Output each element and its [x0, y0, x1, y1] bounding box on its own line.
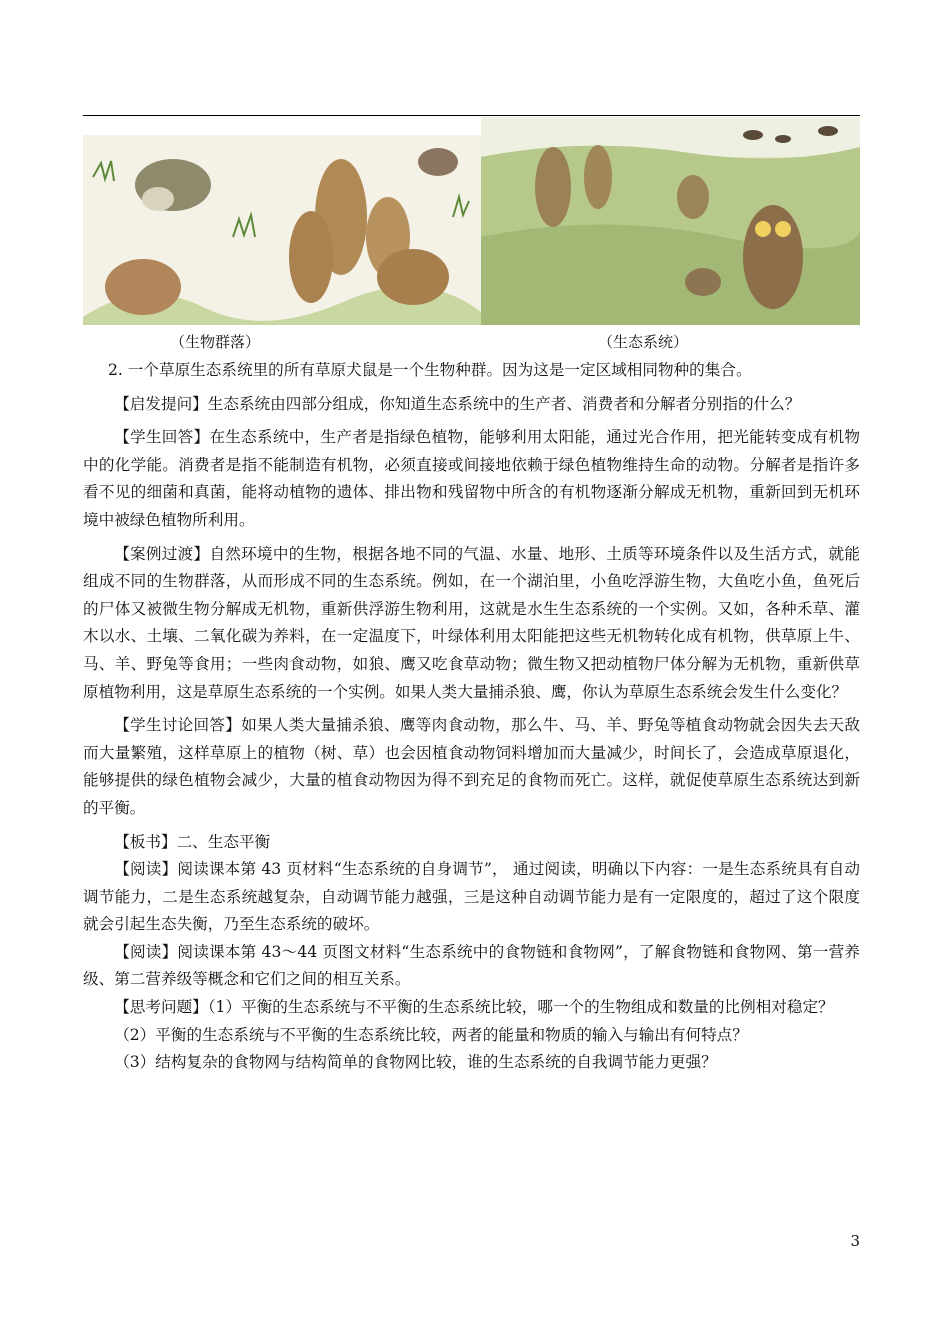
page-number: 3 [850, 1232, 860, 1250]
community-panel [83, 135, 481, 325]
paragraph-text: 二、生态平衡 [176, 832, 271, 851]
paragraph [83, 1022, 860, 1050]
paragraph-text: 2. 一个草原生态系统里的所有草原犬鼠是一个生物种群。因为这是一定区域相同物种的集合。 [107, 361, 752, 379]
paragraph-label: 【学生回答】 [114, 428, 210, 447]
header-rule [83, 115, 860, 116]
paragraph-text: 自然环境中的生物，根据各地不同的气温、水量、地形、土质等环境条件以及生活方式，就能组成不同的生物群落，从而形成不同的生态系统。例如，在一个湖泊里，小鱼吃浮游生物，大鱼吃小鱼，鱼死后的尸体又被微生物分解成无机物，重新供浮游生物利用，这就是水生生态系统的一个实例。又如，各种禾草、灌木以水、土壤、二氧化碳为养料，在一定温度下，叶绿体利用太阳能把这些无机物转化成有机物，供草原上牛、马、羊、野兔等食用；一些肉食动物，如狼、鹰又吃食草动物；微生物又把动植物尸体分解为无机物，重新供草原植物利用，这是草原生态系统的一个实例。如果人类大量捕杀狼、鹰，你认为草原生态系统会发生什么变化？ [83, 544, 860, 701]
paragraph [83, 541, 860, 707]
paragraph-label: 【学生讨论回答】 [114, 716, 242, 735]
paragraph-label: 【阅读】 [114, 860, 178, 879]
paragraph [83, 994, 860, 1022]
paragraph-text: 如果人类大量捕杀狼、鹰等肉食动物，那么牛、马、羊、野兔等植食动物就会因失去天敌而大量繁殖，这样草原上的植物（树、草）也会因植食动物饲料增加而大量减少，时间长了，会造成草原退化，能够提供的绿色植物会减少，大量的植食动物因为得不到充足的食物而死亡。这样，就促使草原生态系统达到新的平衡。 [83, 716, 860, 817]
paragraph-text: （1）平衡的生态系统与不平衡的生态系统比较，哪一个的生物组成和数量的比例相对稳定？ [207, 998, 834, 1017]
paragraph [83, 357, 860, 385]
paragraph-text: 生态系统由四部分组成，你知道生态系统中的生产者、消费者和分解者分别指的什么？ [207, 394, 801, 413]
paragraph-label: 【阅读】 [114, 942, 178, 961]
paragraph [83, 424, 860, 534]
lesson-body [83, 357, 860, 1077]
paragraph [83, 391, 860, 419]
paragraph [83, 829, 860, 857]
paragraph-text: 阅读课本第 43 页材料“生态系统的自身调节”， 通过阅读，明确以下内容：一是生态系统具有自动调节能力，二是生态系统越复杂，自动调节能力越强，三是这种自动调节能力是有一定限度的，超过了这个限度就会引起生态失衡，乃至生态系统的破坏。 [83, 860, 860, 934]
paragraph [83, 712, 860, 822]
paragraph-label: 【案例过渡】 [114, 544, 210, 563]
paragraph-text: （2）平衡的生态系统与不平衡的生态系统比较，两者的能量和物质的输入与输出有何特点？ [114, 1025, 748, 1044]
caption-ecosystem: （生态系统） [598, 333, 689, 351]
paragraph-label: 【思考问题】 [114, 998, 208, 1017]
ecosystem-illustration [83, 117, 860, 325]
paragraph-text: 阅读课本第 43～44 页图文材料“生态系统中的食物链和食物网”，了解食物链和食物网、第一营养级、第二营养级等概念和它们之间的相互关系。 [83, 942, 860, 989]
paragraph-label: 【启发提问】 [114, 394, 208, 413]
paragraph-label: 【板书】 [114, 832, 177, 851]
caption-community: （生物群落） [170, 333, 261, 351]
paragraph-text: （3）结构复杂的食物网与结构简单的食物网比较，谁的生态系统的自我调节能力更强？ [114, 1053, 717, 1072]
paragraph [83, 1049, 860, 1077]
ecosystem-panel [481, 117, 860, 325]
paragraph [83, 856, 860, 939]
paragraph [83, 939, 860, 994]
paragraph-text: 在生态系统中，生产者是指绿色植物，能够利用太阳能，通过光合作用，把光能转变成有机物中的化学能。消费者是指不能制造有机物，必须直接或间接地依赖于绿色植物维持生命的动物。分解者是指许多看不见的细菌和真菌，能将动植物的遗体、排出物和残留物中所含的有机物逐渐分解成无机物，重新回到无机环境中被绿色植物所利用。 [83, 428, 860, 529]
